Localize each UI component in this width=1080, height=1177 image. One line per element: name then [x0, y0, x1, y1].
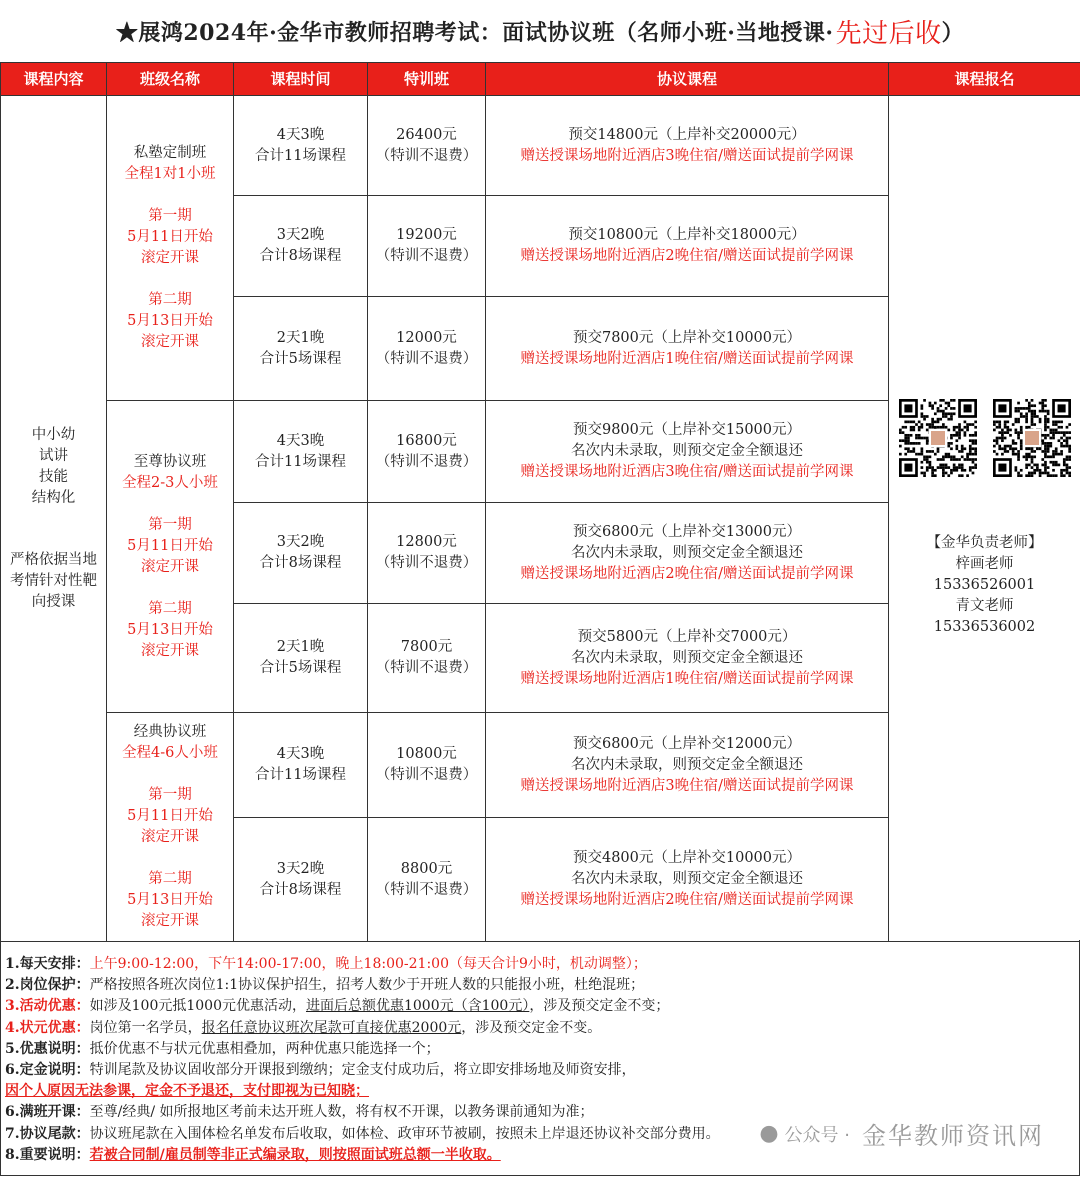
time-cell: 2天1晚 合计5场课程 [234, 604, 368, 713]
note-line: 2.岗位保护：严格按照各班次岗位1:1协议保护招生，招考人数少于开班人数的只能报小班，杜绝混班； [5, 977, 645, 994]
watermark-text: 金华教师资讯网 [862, 1122, 1044, 1150]
header-signup: 课程报名 [889, 63, 1080, 96]
note-line: 5.优惠说明：抵价优惠不与状元优惠相叠加，两种优惠只能选择一个； [5, 1040, 440, 1057]
title-highlight: 先过后收 [835, 18, 942, 49]
table-row [1, 96, 1080, 196]
note-line: 3.活动优惠：如涉及100元抵1000元优惠活动，进面后总额优惠1000元（含100元），涉及预交定金不变； [5, 998, 670, 1015]
qr-code-1[interactable] [899, 399, 977, 477]
price-cell: 16800元 （特训不退费） [368, 401, 486, 503]
note-line: 4.状元优惠：岗位第一名学员，报名任意协议班次尾款可直接优惠2000元，涉及预交定金不变。 [5, 1019, 602, 1036]
note-line: 8.重要说明：若被合同制/雇员制等非正式编录取，则按照面试班总额一半收取。 [5, 1146, 501, 1163]
time-cell: 4天3晚 合计11场课程 [234, 401, 368, 503]
period-date: 5月13日开始 [127, 621, 213, 638]
class-cell-private [107, 96, 234, 401]
contact-phone[interactable]: 15336536002 [933, 619, 1036, 635]
note-line: 6.满班开课：至尊/经典/ 如所报地区考前未达开班人数，将有权不开课，以教务课前通知为准； [5, 1104, 594, 1121]
period-status: 滚定开课 [141, 642, 199, 659]
time-cell: 2天1晚 合计5场课程 [234, 297, 368, 401]
agreement-cell: 预交7800元（上岸补交10000元） 赠送授课场地附近酒店1晚住宿/赠送面试提前学网课 [486, 297, 889, 401]
title-main: ★展鸿2024年·金华市教师招聘考试：面试协议班（名师小班·当地授课· [115, 19, 834, 46]
title-tail: ） [941, 19, 965, 46]
time-cell: 3天2晚 合计8场课程 [234, 196, 368, 297]
agreement-cell: 预交6800元（上岸补交12000元） 名次内未录取，则预交定金全额退还 赠送授课场地附近酒店3晚住宿/赠送面试提前学网课 [486, 713, 889, 818]
content-text: 考情针对性靶 [10, 572, 97, 589]
contact-name: 梓画老师 [955, 556, 1014, 572]
price-cell: 10800元 （特训不退费） [368, 713, 486, 818]
class-sub: 全程4-6人小班 [122, 745, 218, 761]
period-date: 5月11日开始 [127, 537, 213, 554]
period-label: 第一期 [148, 516, 192, 533]
content-text: 技能 [39, 468, 68, 485]
class-name: 私塾定制班 [133, 145, 207, 161]
class-sub: 全程2-3人小班 [122, 474, 218, 491]
agreement-cell: 预交9800元（上岸补交15000元） 名次内未录取，则预交定金全额退还 赠送授课场地附近酒店3晚住宿/赠送面试提前学网课 [486, 401, 889, 503]
contact-title: 【金华负责老师】 [926, 535, 1043, 551]
qr-code-2[interactable] [993, 399, 1071, 477]
time-cell: 4天3晚 合计11场课程 [234, 713, 368, 818]
agreement-cell: 预交14800元（上岸补交20000元） 赠送授课场地附近酒店3晚住宿/赠送面试提前学网课 [486, 96, 889, 196]
note-line: 因个人原因无法参课，定金不予退还，支付即视为已知晓； [5, 1083, 369, 1100]
period-status: 滚定开课 [141, 250, 199, 266]
period-status: 滚定开课 [141, 334, 199, 350]
period-date: 5月13日开始 [127, 313, 213, 329]
period-label: 第二期 [148, 292, 192, 308]
header-content: 课程内容 [1, 63, 107, 96]
page-title [0, 0, 1080, 62]
agreement-cell: 预交4800元（上岸补交10000元） 名次内未录取，则预交定金全额退还 赠送授课场地附近酒店2晚住宿/赠送面试提前学网课 [486, 818, 889, 942]
course-table [0, 62, 1080, 942]
class-cell-classic [107, 713, 234, 942]
period-status: 滚定开课 [141, 829, 199, 845]
price-cell: 7800元 （特训不退费） [368, 604, 486, 713]
period-label: 第一期 [148, 787, 192, 803]
period-date: 5月11日开始 [127, 808, 213, 824]
time-cell: 3天2晚 合计8场课程 [234, 818, 368, 942]
period-date: 5月11日开始 [127, 229, 213, 245]
contact-block [889, 533, 1080, 638]
watermark-prefix: 公众号 · [784, 1124, 850, 1146]
wechat-icon: ● [759, 1121, 779, 1146]
agreement-cell: 预交6800元（上岸补交13000元） 名次内未录取，则预交定金全额退还 赠送授课场地附近酒店2晚住宿/赠送面试提前学网课 [486, 503, 889, 604]
header-special: 特训班 [368, 63, 486, 96]
agreement-cell: 预交10800元（上岸补交18000元） 赠送授课场地附近酒店2晚住宿/赠送面试提前学网课 [486, 196, 889, 297]
class-name: 经典协议班 [133, 724, 207, 740]
header-time: 课程时间 [234, 63, 368, 96]
class-name: 至尊协议班 [133, 453, 207, 470]
period-label: 第一期 [148, 208, 192, 224]
time-cell: 3天2晚 合计8场课程 [234, 503, 368, 604]
header-class: 班级名称 [107, 63, 234, 96]
signup-cell [889, 96, 1080, 942]
content-text: 结构化 [31, 489, 76, 506]
watermark [759, 1116, 1044, 1151]
content-text: 中小幼 [31, 426, 76, 443]
price-cell: 12800元 （特训不退费） [368, 503, 486, 604]
period-status: 滚定开课 [141, 558, 199, 575]
note-line: 7.协议尾款：协议班尾款在入围体检名单发布后收取，如体检、政审环节被刷，按照未上岸退还协议补交部分费用。 [5, 1125, 720, 1142]
period-label: 第二期 [148, 871, 192, 887]
contact-name: 青文老师 [955, 598, 1014, 614]
class-cell-premium [107, 401, 234, 713]
table-header-row [1, 63, 1080, 96]
price-cell: 26400元 （特训不退费） [368, 96, 486, 196]
price-cell: 8800元 （特训不退费） [368, 818, 486, 942]
content-text: 向授课 [31, 593, 76, 610]
period-status: 滚定开课 [141, 913, 199, 929]
note-line: 1.每天安排：上午9:00-12:00，下午14:00-17:00，晚上18:00-21:00（每天合计9小时，机动调整）； [5, 956, 647, 972]
header-agreement: 协议课程 [486, 63, 889, 96]
class-sub: 全程1对1小班 [124, 166, 216, 182]
qr-group [889, 399, 1080, 477]
note-line: 6.定金说明：特训尾款及协议固收部分开课报到缴纳；定金支付成功后，将立即安排场地及师资安排， [5, 1062, 636, 1079]
content-text: 试讲 [39, 447, 68, 464]
price-cell: 12000元 （特训不退费） [368, 297, 486, 401]
period-date: 5月13日开始 [127, 892, 213, 908]
content-text: 严格依据当地 [10, 551, 97, 568]
contact-phone[interactable]: 15336526001 [933, 577, 1036, 593]
content-cell [1, 96, 107, 942]
time-cell: 4天3晚 合计11场课程 [234, 96, 368, 196]
period-label: 第二期 [148, 600, 192, 617]
price-cell: 19200元 （特训不退费） [368, 196, 486, 297]
agreement-cell: 预交5800元（上岸补交7000元） 名次内未录取，则预交定金全额退还 赠送授课场地附近酒店1晚住宿/赠送面试提前学网课 [486, 604, 889, 713]
